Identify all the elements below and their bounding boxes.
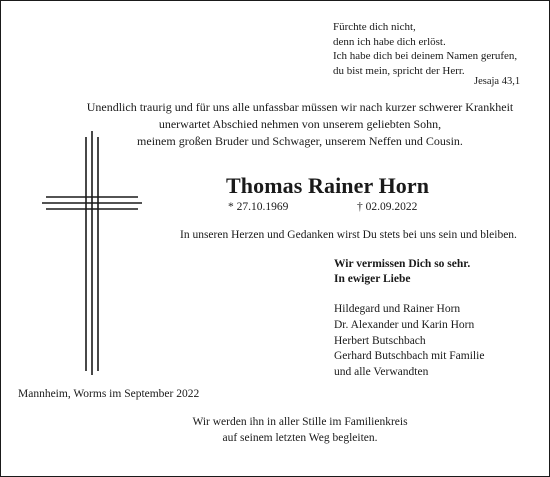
mourners-list <box>334 302 484 381</box>
verse-line: denn ich habe dich erlöst. <box>333 35 446 48</box>
verse-line: du bist mein, spricht der Herr. <box>333 64 465 77</box>
intro-line: meinem großen Bruder und Schwager, unserem Neffen und Cousin. <box>137 134 463 148</box>
closing-line: auf seinem letzten Weg begleiten. <box>222 432 378 444</box>
bible-verse <box>333 20 517 78</box>
remembrance-text: In unseren Herzen und Gedanken wirst Du stets bei uns sein und bleiben. <box>180 229 517 241</box>
mourner-entry: Herbert Butschbach <box>334 334 426 347</box>
closing-line: Wir werden ihn in aller Stille im Familienkreis <box>192 416 408 428</box>
motto-line: Wir vermissen Dich so sehr. <box>334 258 471 270</box>
deceased-name: Thomas Rainer Horn <box>226 173 430 198</box>
cross-graphic <box>42 131 154 375</box>
intro-line: Unendlich traurig und für uns alle unfassbar müssen wir nach kurzer schwerer Krankheit <box>86 100 514 114</box>
verse-reference: Jesaja 43,1 <box>474 76 521 87</box>
mourner-entry: Hildegard und Rainer Horn <box>334 303 461 315</box>
verse-line: Ich habe dich bei deinem Namen gerufen, <box>333 50 518 62</box>
mourner-entry: Dr. Alexander und Karin Horn <box>334 318 475 331</box>
motto-line: In ewiger Liebe <box>334 273 411 285</box>
death-date: † 02.09.2022 <box>357 201 418 213</box>
intro-line: unerwartet Abschied nehmen von unserem geliebten Sohn, <box>158 117 442 131</box>
closing-text <box>60 414 540 446</box>
verse-line: Fürchte dich nicht, <box>333 21 416 33</box>
place-and-date: Mannheim, Worms im September 2022 <box>18 388 200 400</box>
mourner-entry: und alle Verwandten <box>334 366 429 379</box>
motto <box>334 257 470 287</box>
cross-icon <box>42 131 154 380</box>
mourner-entry: Gerhard Butschbach mit Familie <box>334 350 485 363</box>
birth-date: * 27.10.1969 <box>228 201 289 213</box>
